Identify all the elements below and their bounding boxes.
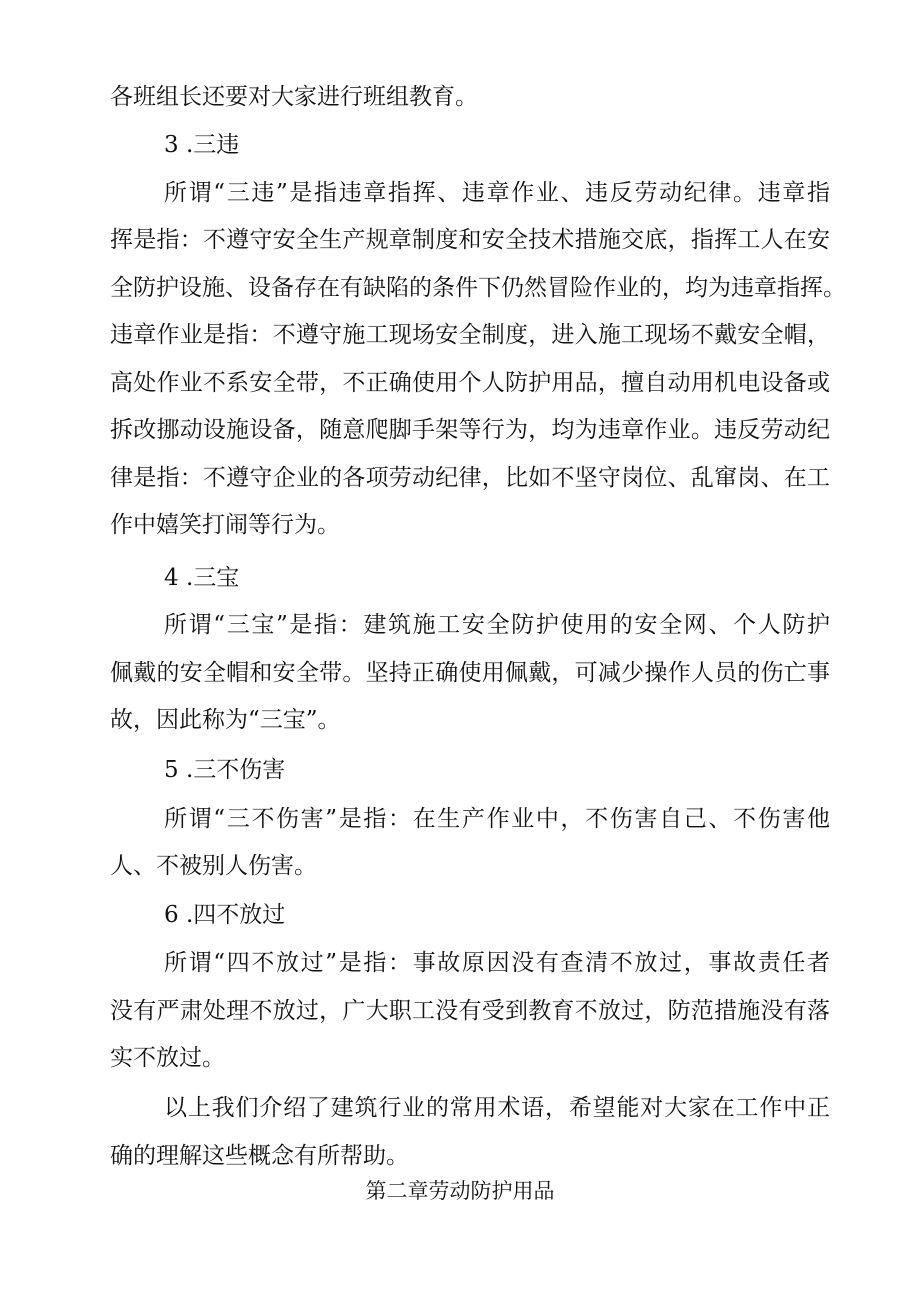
paragraph-line: 违章作业是指：不遵守施工现场安全制度，进入施工现场不戴安全帽，	[110, 322, 830, 348]
paragraph-line: 拆改挪动设施设备，随意爬脚手架等行为，均为违章作业。违反劳动纪	[110, 417, 830, 443]
intro-line: 各班组长还要对大家进行班组教育。	[110, 84, 478, 110]
section-heading-6: 6 .四不放过	[164, 902, 286, 928]
paragraph-line: 佩戴的安全帽和安全带。坚持正确使用佩戴，可减少操作人员的伤亡事	[110, 660, 830, 686]
paragraph-line: 所谓“三违”是指违章指挥、违章作业、违反劳动纪律。违章指	[164, 180, 830, 206]
chapter-title: 第二章劳动防护用品	[365, 1179, 555, 1203]
paragraph-line: 所谓“三不伤害”是指：在生产作业中，不伤害自己、不伤害他	[164, 806, 830, 832]
paragraph-line: 故，因此称为“三宝”。	[110, 707, 341, 733]
paragraph-line: 没有严肃处理不放过，广大职工没有受到教育不放过，防范措施没有落	[110, 998, 830, 1024]
paragraph-line: 所谓“四不放过”是指：事故原因没有查清不放过，事故责任者	[164, 950, 830, 976]
paragraph-line: 全防护设施、设备存在有缺陷的条件下仍然冒险作业的，均为违章指挥。	[110, 275, 846, 301]
paragraph-line: 高处作业不系安全带，不正确使用个人防护用品，擅自动用机电设备或	[110, 370, 830, 396]
paragraph-line: 律是指：不遵守企业的各项劳动纪律，比如不坚守岗位、乱窜岗、在工	[110, 465, 830, 491]
closing-line: 以上我们介绍了建筑行业的常用术语，希望能对大家在工作中正	[164, 1095, 830, 1121]
paragraph-line: 实不放过。	[110, 1045, 225, 1071]
paragraph-line: 人、不被别人伤害。	[110, 853, 317, 879]
section-heading-5: 5 .三不伤害	[164, 757, 286, 783]
paragraph-line: 所谓“三宝”是指：建筑施工安全防护使用的安全网、个人防护	[164, 612, 830, 638]
section-heading-3: 3 .三违	[164, 132, 240, 158]
closing-line: 确的理解这些概念有所帮助。	[110, 1143, 409, 1169]
section-heading-4: 4 .三宝	[164, 565, 240, 591]
paragraph-line: 作中嬉笑打闹等行为。	[110, 512, 340, 538]
paragraph-line: 挥是指：不遵守安全生产规章制度和安全技术措施交底，指挥工人在安	[110, 227, 830, 253]
